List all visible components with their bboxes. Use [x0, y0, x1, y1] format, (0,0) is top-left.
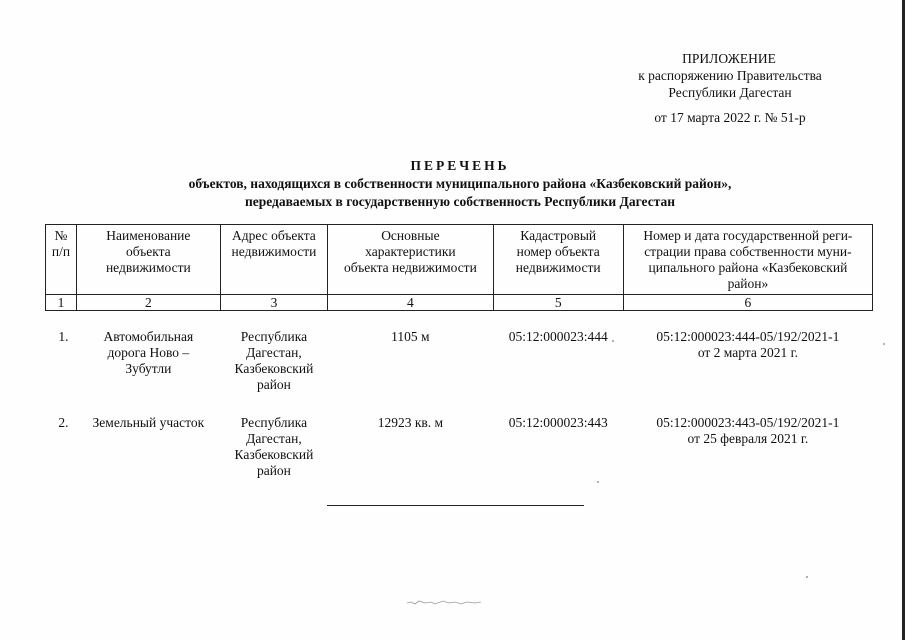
header-cadastral [493, 225, 623, 295]
row-address-line: Казбековский [234, 447, 314, 462]
row-name [77, 329, 221, 415]
row-name-line: Зубутли [125, 361, 172, 376]
row-address [220, 415, 328, 501]
row-address-line: район [256, 463, 291, 478]
header-registration-line: страции права собственности муни- [644, 244, 852, 259]
row-address-line: Дагестан, [246, 431, 302, 446]
row-registration-line: 05:12:000023:444-05/192/2021-1 [656, 329, 840, 344]
row-characteristics: 12923 кв. м [377, 415, 444, 430]
header-number-line: № [54, 228, 68, 243]
row-address-line: Республика [240, 415, 308, 430]
column-numbers-row [46, 295, 873, 311]
title-line-1: объектов, находящихся в собственности муниципального района «Казбековский район», [188, 176, 732, 191]
scan-speck [597, 481, 599, 483]
appendix-line-2: Республики Дагестан [668, 85, 792, 100]
row-characteristics: 1105 м [391, 329, 430, 344]
header-registration-line: Номер и дата государственной реги- [643, 228, 853, 243]
document-title [100, 157, 820, 211]
header-registration-line: ципального района «Казбековский [648, 260, 848, 275]
header-characteristics-line: Основные [381, 228, 440, 243]
header-cadastral-line: Кадастровый [520, 228, 597, 243]
row-registration-line: 05:12:000023:443-05/192/2021-1 [656, 415, 840, 430]
column-number: 1 [46, 295, 77, 311]
column-number: 3 [220, 295, 328, 311]
row-name-line: Автомобильная [103, 329, 194, 344]
header-number [46, 225, 77, 295]
row-address [220, 329, 328, 415]
row-number: 2. [58, 415, 69, 430]
header-address-line: недвижимости [231, 244, 317, 259]
row-cadastral: 05:12:000023:443 [508, 415, 608, 430]
table-row [46, 329, 873, 415]
row-cadastral: 05:12:000023:444 [508, 329, 608, 344]
closing-rule [327, 505, 584, 506]
table-header-row [46, 225, 873, 295]
scan-speck [883, 343, 885, 345]
header-registration [623, 225, 872, 295]
header-name-line: Наименование [106, 228, 191, 243]
row-address-line: район [256, 377, 291, 392]
header-name-line: недвижимости [105, 260, 191, 275]
header-characteristics-line: характеристики [365, 244, 456, 259]
row-registration [623, 415, 872, 501]
scan-artifact [405, 598, 483, 606]
header-cadastral-line: номер объекта [516, 244, 600, 259]
column-number: 4 [328, 295, 493, 311]
title-line-2: передаваемых в государственную собственность Республики Дагестан [244, 194, 676, 209]
appendix-block [600, 50, 860, 126]
row-address-line: Республика [240, 329, 308, 344]
row-registration-line: от 2 марта 2021 г. [697, 345, 798, 360]
column-number: 6 [623, 295, 872, 311]
scan-speck [806, 576, 808, 578]
header-address [220, 225, 328, 295]
header-characteristics [328, 225, 493, 295]
table-spacer [46, 311, 873, 330]
header-address-line: Адрес объекта [232, 228, 316, 243]
header-name-line: объекта [125, 244, 171, 259]
header-name [77, 225, 221, 295]
title-main: ПЕРЕЧЕНЬ [410, 158, 510, 173]
column-number: 2 [77, 295, 221, 311]
objects-table [45, 224, 873, 501]
row-registration-line: от 25 февраля 2021 г. [687, 431, 809, 446]
header-cadastral-line: недвижимости [515, 260, 601, 275]
header-registration-line: район» [727, 276, 769, 291]
row-number: 1. [58, 329, 69, 344]
column-number: 5 [493, 295, 623, 311]
row-address-line: Казбековский [234, 361, 314, 376]
appendix-line-1: к распоряжению Правительства [638, 68, 822, 83]
scan-speck [612, 340, 614, 342]
row-name-line: Земельный участок [92, 415, 205, 430]
appendix-date: от 17 марта 2022 г. № 51-р [654, 110, 806, 125]
scan-noise-icon [405, 598, 483, 606]
header-characteristics-line: объекта недвижимости [343, 260, 477, 275]
row-name [77, 415, 221, 501]
header-number-line: п/п [51, 244, 71, 259]
row-address-line: Дагестан, [246, 345, 302, 360]
row-name-line: дорога Ново – [107, 345, 190, 360]
appendix-heading: ПРИЛОЖЕНИЕ [682, 51, 776, 66]
row-registration [623, 329, 872, 415]
table-row [46, 415, 873, 501]
